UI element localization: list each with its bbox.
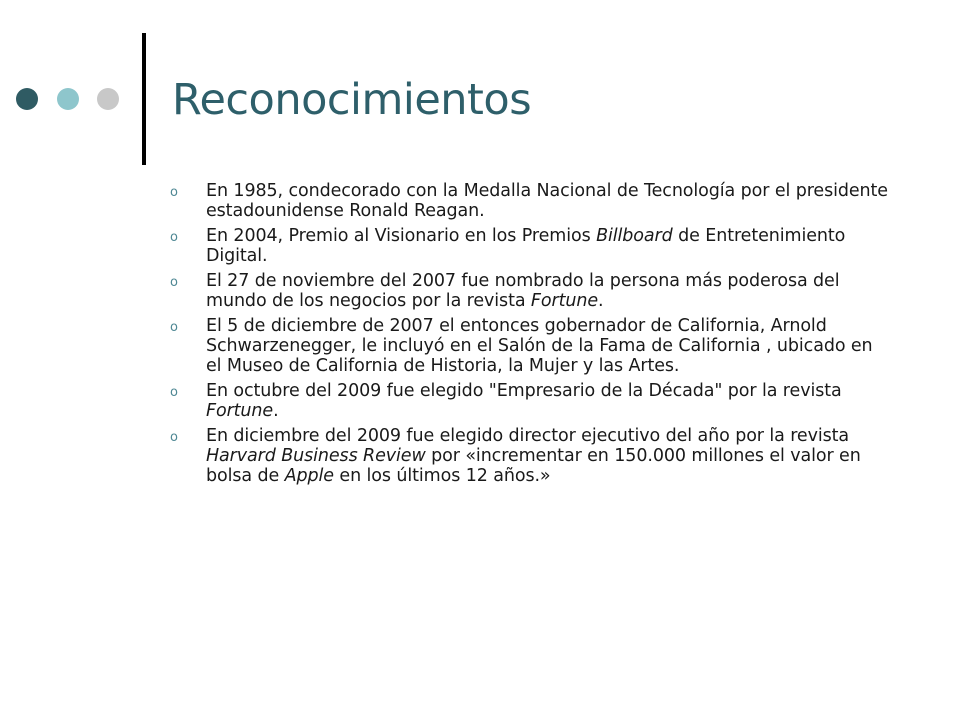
decorative-dot-gray	[97, 88, 119, 110]
slide-title: Reconocimientos	[172, 75, 532, 125]
bullet-item	[170, 226, 890, 266]
bullet-item	[170, 426, 890, 486]
text-run: .	[273, 401, 279, 421]
text-run: En 1985, condecorado con la Medalla Nacional de Tecnología por el presidente estadounidense Ronald Reagan.	[206, 181, 888, 221]
bullet-item	[170, 271, 890, 311]
bullet-text	[206, 271, 890, 311]
bullet-marker-icon: o	[170, 385, 178, 400]
italic-text-run: Apple	[284, 466, 334, 486]
bullet-item	[170, 381, 890, 421]
bullet-text	[206, 381, 890, 421]
decorative-dot-dark	[16, 88, 38, 110]
italic-text-run: Harvard Business Review	[206, 446, 426, 466]
bullet-text	[206, 426, 890, 486]
bullet-text	[206, 316, 890, 376]
bullet-list	[170, 181, 890, 491]
bullet-text	[206, 181, 890, 221]
text-run: En diciembre del 2009 fue elegido director ejecutivo del año por la revista	[206, 426, 850, 446]
text-run: .	[598, 291, 604, 311]
text-run: En 2004, Premio al Visionario en los Premios	[206, 226, 597, 246]
bullet-item	[170, 181, 890, 221]
text-run: El 5 de diciembre de 2007 el entonces gobernador de California, Arnold Schwarzenegger, le incluyó en el Salón de la Fama de California , ubicado en el Museo de California de Historia, la Mujer y las Artes.	[206, 316, 873, 376]
decorative-dot-teal	[57, 88, 79, 110]
text-run: en los últimos 12 años.»	[333, 466, 551, 486]
title-divider-bar	[142, 33, 146, 165]
bullet-marker-icon: o	[170, 320, 178, 335]
italic-text-run: Billboard	[596, 226, 673, 246]
text-run: por «incrementar en 150.000 millones el valor en bolsa de	[206, 446, 861, 486]
text-run: El 27 de noviembre del 2007 fue nombrado la persona más poderosa del mundo de los negocios por la revista	[206, 271, 840, 311]
italic-text-run: Fortune	[530, 291, 599, 311]
bullet-marker-icon: o	[170, 430, 178, 445]
bullet-marker-icon: o	[170, 185, 178, 200]
text-run: En octubre del 2009 fue elegido "Empresario de la Década" por la revista	[206, 381, 842, 401]
bullet-marker-icon: o	[170, 275, 178, 290]
bullet-text	[206, 226, 890, 266]
bullet-item	[170, 316, 890, 376]
text-run: de Entretenimiento Digital.	[206, 226, 846, 266]
italic-text-run: Fortune	[206, 401, 274, 421]
bullet-marker-icon: o	[170, 230, 178, 245]
